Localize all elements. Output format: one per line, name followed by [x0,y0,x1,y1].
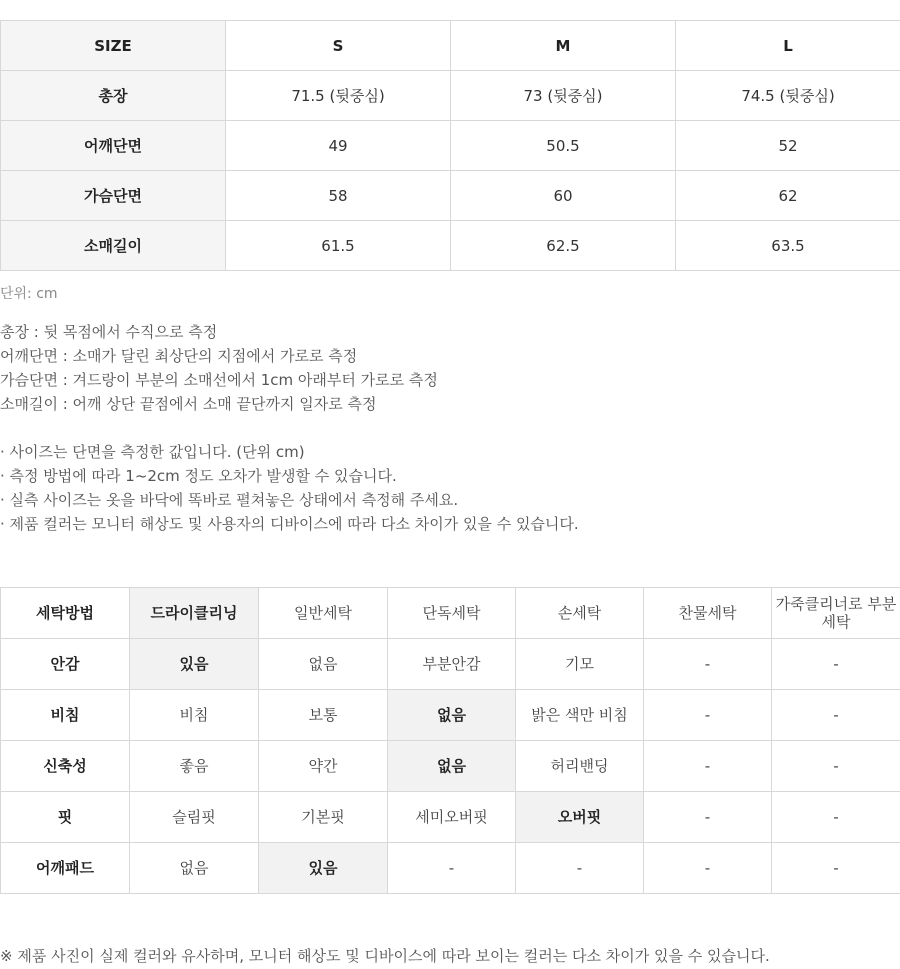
care-option-selected: 있음 [130,639,259,690]
care-row-label: 어깨패드 [1,843,130,894]
care-option-selected: 없음 [388,741,516,792]
care-option: 단독세탁 [388,588,516,639]
care-option: 밝은 색만 비침 [516,690,644,741]
definition-line: 총장 : 뒷 목점에서 수직으로 측정 [0,323,218,341]
care-option: 좋음 [130,741,259,792]
care-option: 없음 [130,843,259,894]
care-option: - [772,792,900,843]
care-option: 기본핏 [259,792,388,843]
size-row-label: 어깨단면 [1,121,226,171]
definition-line: 가슴단면 : 겨드랑이 부분의 소매선에서 1cm 아래부터 가로로 측정 [0,371,438,389]
care-option: 세미오버핏 [388,792,516,843]
care-row [1,639,900,690]
note-line: · 사이즈는 단면을 측정한 값입니다. (단위 cm) [0,443,305,461]
care-row-label: 안감 [1,639,130,690]
size-cell: 74.5 (뒷중심) [676,71,900,121]
size-cell: 61.5 [226,221,451,271]
care-option: 기모 [516,639,644,690]
size-header-cell: SIZE [1,21,226,71]
care-option: 약간 [259,741,388,792]
care-row [1,588,900,639]
size-row-label: 가슴단면 [1,171,226,221]
care-option-selected: 있음 [259,843,388,894]
size-cell: 63.5 [676,221,900,271]
care-row-label: 핏 [1,792,130,843]
size-row [1,221,900,271]
care-option: - [772,639,900,690]
size-header-row [1,21,900,71]
care-option: - [644,792,772,843]
care-row-label: 세탁방법 [1,588,130,639]
size-cell: 50.5 [451,121,676,171]
size-table [0,20,900,271]
size-cell: 73 (뒷중심) [451,71,676,121]
care-option: 없음 [259,639,388,690]
size-cell: 62 [676,171,900,221]
care-table [0,587,900,894]
care-option-selected: 드라이클리닝 [130,588,259,639]
care-option: 찬물세탁 [644,588,772,639]
care-option: - [516,843,644,894]
care-option-selected: 오버핏 [516,792,644,843]
care-row [1,792,900,843]
size-cell: 49 [226,121,451,171]
care-row [1,690,900,741]
size-cell: 62.5 [451,221,676,271]
care-option: 일반세탁 [259,588,388,639]
care-option: - [644,843,772,894]
definition-line: 소매길이 : 어깨 상단 끝점에서 소매 끝단까지 일자로 측정 [0,395,377,413]
note-line: · 실측 사이즈는 옷을 바닥에 똑바로 펼쳐놓은 상태에서 측정해 주세요. [0,491,459,509]
care-option: 허리밴딩 [516,741,644,792]
care-option: - [772,690,900,741]
definition-line: 어깨단면 : 소매가 달린 최상단의 지점에서 가로로 측정 [0,347,358,365]
care-option: 슬림핏 [130,792,259,843]
size-cell: 71.5 (뒷중심) [226,71,451,121]
measurement-definitions [0,320,438,416]
size-header-cell: L [676,21,900,71]
size-row-label: 소매길이 [1,221,226,271]
care-row [1,741,900,792]
size-notes [0,440,579,536]
care-option: 보통 [259,690,388,741]
care-option: - [772,741,900,792]
care-row-label: 신축성 [1,741,130,792]
care-option: 가죽클리너로 부분세탁 [772,588,900,639]
size-cell: 58 [226,171,451,221]
care-row [1,843,900,894]
size-row-label: 총장 [1,71,226,121]
care-option-selected: 없음 [388,690,516,741]
care-option: - [644,741,772,792]
size-row [1,171,900,221]
color-disclaimer: ※ 제품 사진이 실제 컬러와 유사하며, 모니터 해상도 및 디바이스에 따라 보이는 컬러는 다소 차이가 있을 수 있습니다. [0,947,770,965]
size-header-cell: S [226,21,451,71]
note-line: · 측정 방법에 따라 1~2cm 정도 오차가 발생할 수 있습니다. [0,467,397,485]
unit-note: 단위: cm [0,286,58,302]
care-option: - [772,843,900,894]
size-cell: 60 [451,171,676,221]
size-header-cell: M [451,21,676,71]
size-row [1,121,900,171]
note-line: · 제품 컬러는 모니터 해상도 및 사용자의 디바이스에 따라 다소 차이가 있을 수 있습니다. [0,515,579,533]
care-option: 손세탁 [516,588,644,639]
care-option: - [644,690,772,741]
size-row [1,71,900,121]
size-cell: 52 [676,121,900,171]
care-row-label: 비침 [1,690,130,741]
care-option: - [644,639,772,690]
care-option: 부분안감 [388,639,516,690]
care-option: - [388,843,516,894]
care-option: 비침 [130,690,259,741]
